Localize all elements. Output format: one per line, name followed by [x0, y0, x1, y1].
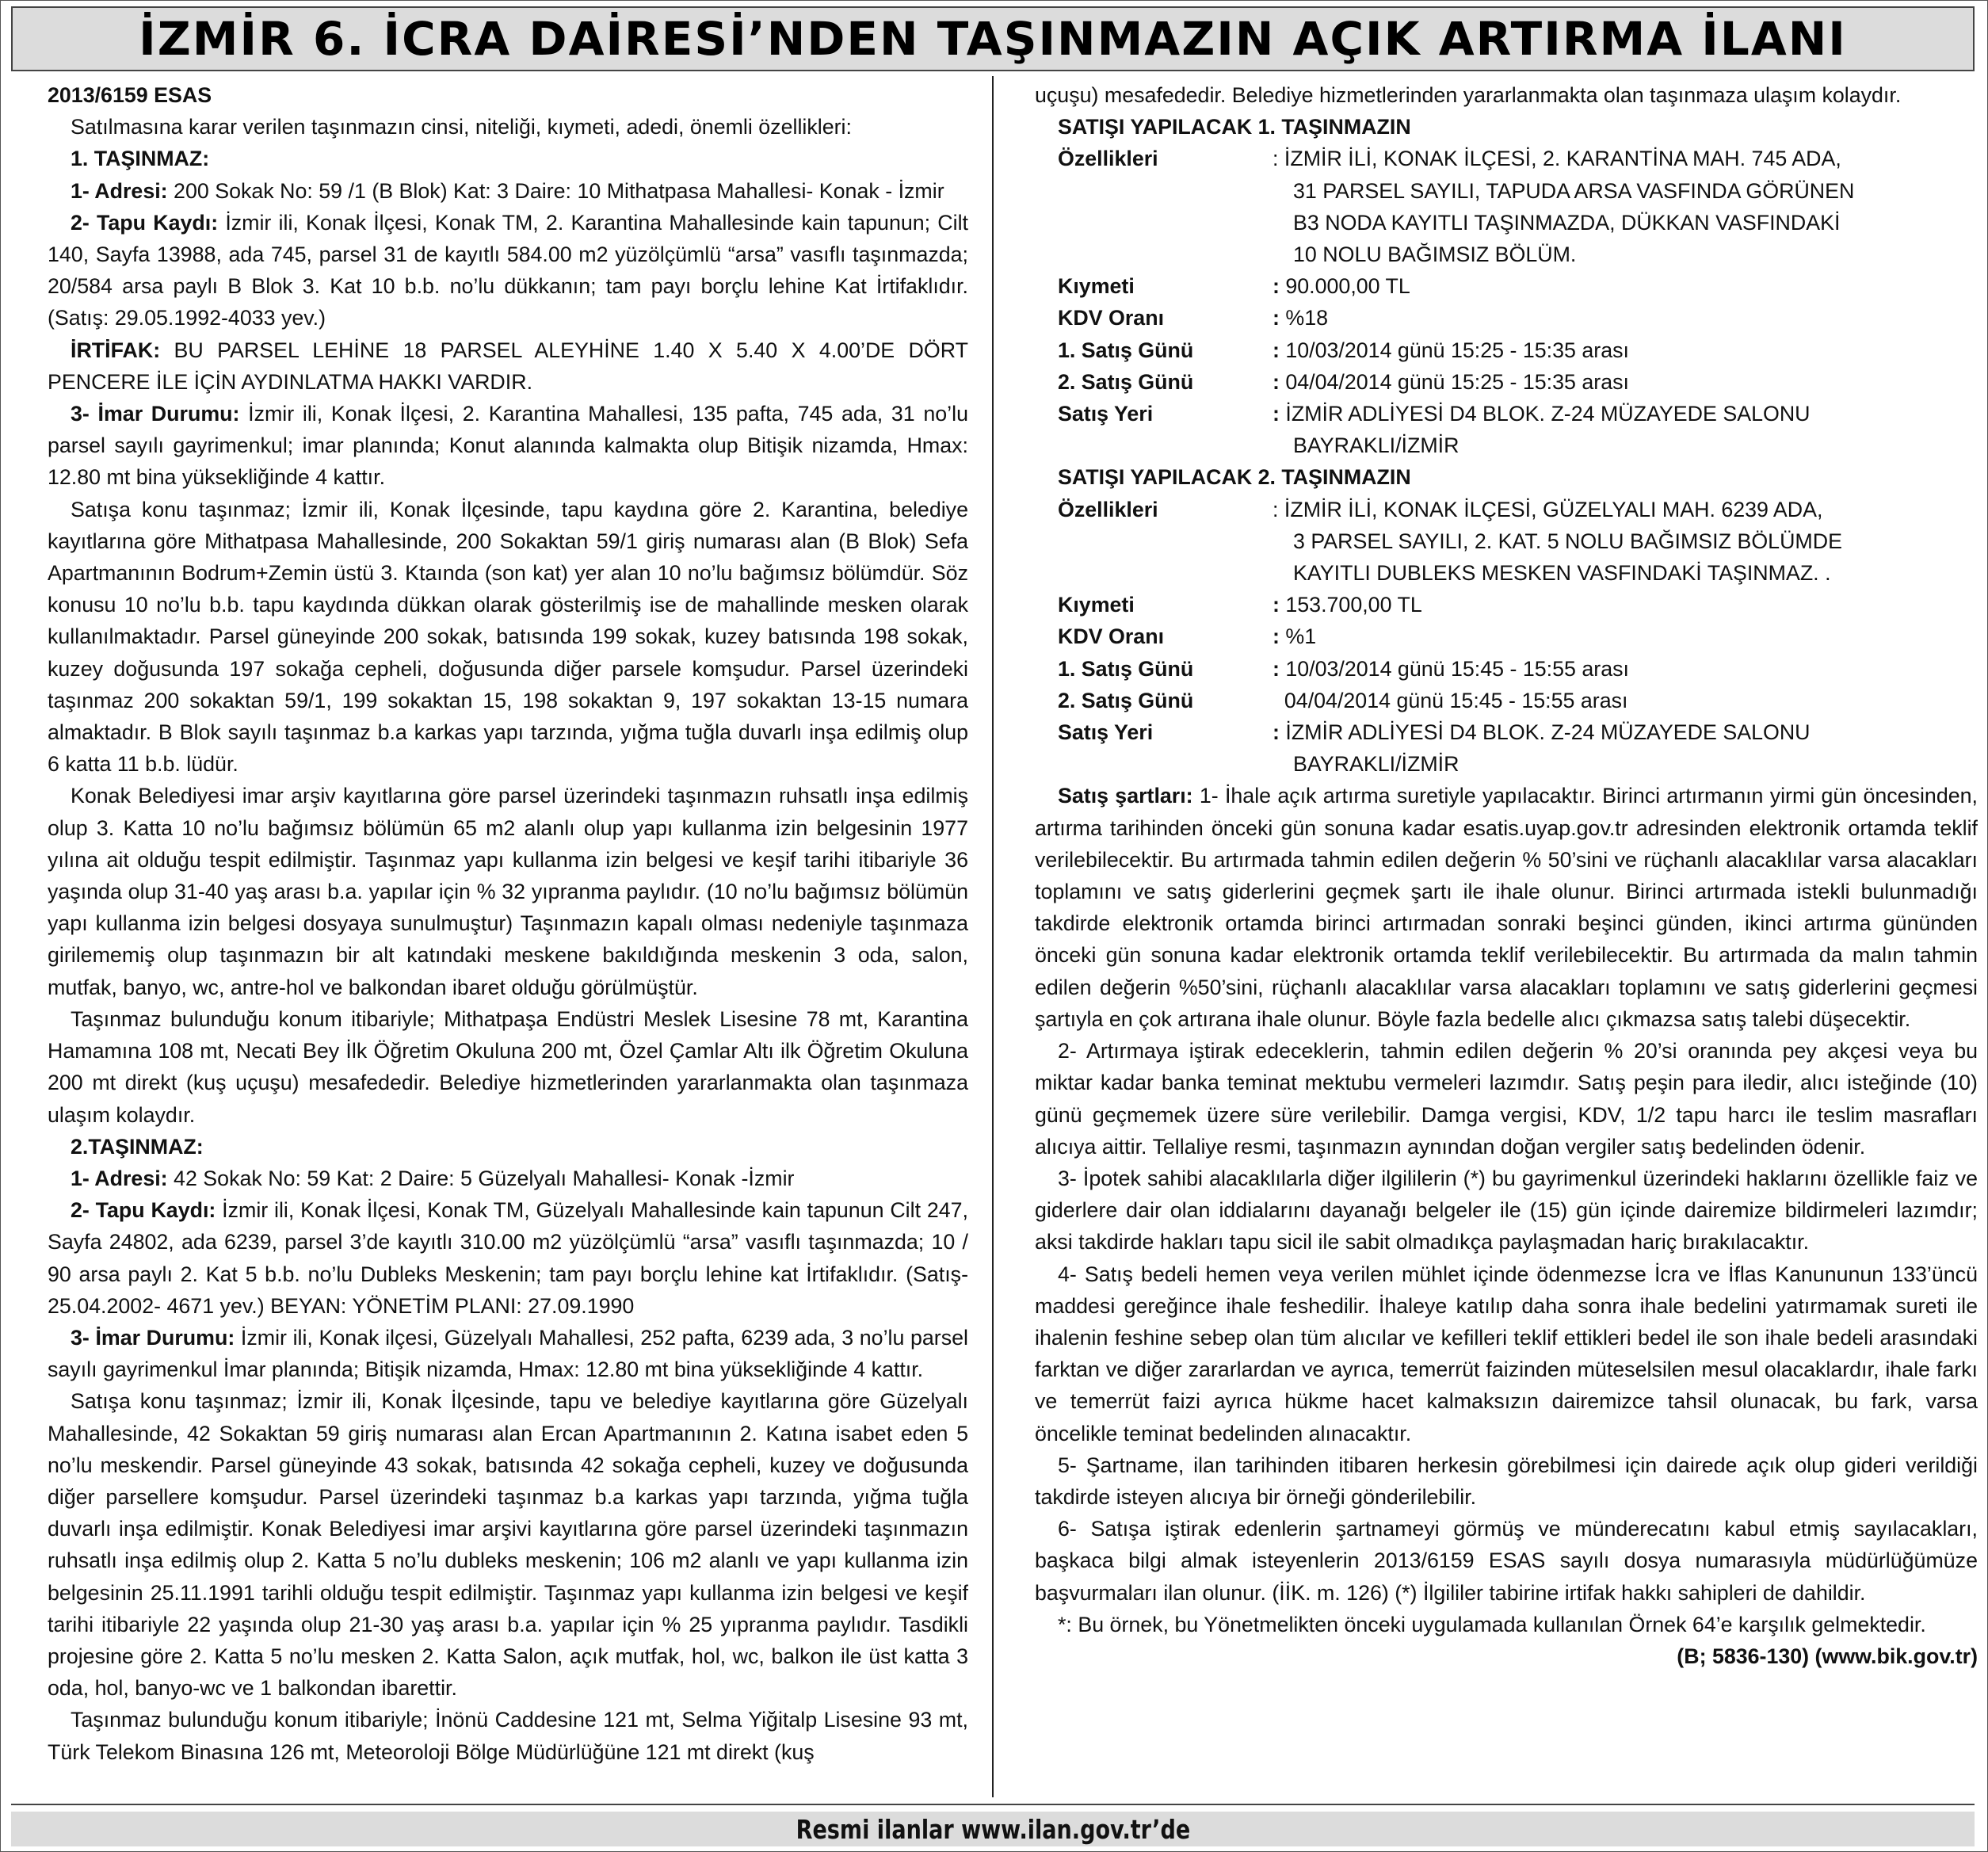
sale-terms-5: 5- Şartname, ilan tarihinden itibaren herkesin görebilmesi için dairede açık olup gideri verildiği takdirde isteyen alıcıya bir örneği gönderilebilir. [1035, 1453, 1978, 1509]
label: 1- Adresi: [71, 1166, 168, 1190]
label: KDV Oranı [1058, 306, 1165, 330]
value-row [1273, 685, 1978, 716]
label: Satış Yeri [1058, 720, 1154, 745]
title-bar [11, 6, 1975, 71]
property-1-description: Satışa konu taşınmaz; İzmir ili, Konak İlçesinde, tapu kaydına göre 2. Karantina, belediye kayıtlarına göre Mithatpasa Mahallesinde, 200 Sokaktan 59/1 giriş numarası alan (B Blok) Sefa Apartmanının Bodrum+Zemin üstü 3. Ktaında (son kat) yer alan 10 no’lu bağımsız bölümdür. Söz konusu 10 no’lu b.b. tapu kaydında dükkan olarak gösterilmiş ise de mahallinde mesken olarak kullanılmaktadır. Parsel güneyinde 200 sokak, batısında 199 sokak, kuzey batısında 198 sokak, kuzey doğusunda 197 sokağa cepheli, doğusunda diğer parsele komşudur. Parsel üzerindeki taşınmaz 200 sokaktan 59/1, 199 sokaktan 15, 198 sokaktan 9, 197 sokaktan 13-15 numara almaktadır. B Blok sayılı taşınmaz b.a karkas yapı tarzında, yığma tuğla duvarlı inşa edilmiş olup 6 katta 11 b.b. lüdür. [48, 497, 968, 777]
value-row: : 04/04/2014 günü 15:25 - 15:35 arası [1273, 369, 1629, 394]
value-row: : 153.700,00 TL [1273, 593, 1422, 617]
label: KDV Oranı [1058, 624, 1165, 649]
sale-terms-4: 4- Satış bedeli hemen veya verilen mühlet içinde ödenmezse İcra ve İflas Kanununun 133’üncü maddesi gereğince ihale feshedilir. İhaleye katılıp daha sonra ihale bedelini yatırmamak sureti ile ihalenin feshine sebep olan tüm alıcılar ve kefilleri teklif ettikleri bedel ile son ihale bedeli arasındaki farktan ve diğer zararlardan ve ayrıca, temerrüt faizinden müteselsilen mesul olacaklardır, ihale farkı ve temerrüt faizi ayrıca hükme hacet kalmaksızın dairemizce tahsil olunacak, bu fark, varsa öncelikle teminat bedelinden alınacaktır. [1035, 1262, 1978, 1445]
value-row: : 10/03/2014 günü 15:25 - 15:35 arası [1273, 338, 1629, 362]
property-1-address [48, 175, 968, 207]
property-2-header: 2.TAŞINMAZ: [71, 1134, 204, 1159]
continued-text: uçuşu) mesafededir. Belediye hizmetlerinden yararlanmakta olan taşınmaza ulaşım kolaydır. [1035, 83, 1902, 107]
value: 10 NOLU BAĞIMSIZ BÖLÜM. [1293, 242, 1577, 267]
value: : İZMİR İLİ, KONAK İLÇESİ, GÜZELYALI MAH. 6239 ADA, [1273, 497, 1823, 521]
value: 04/04/2014 günü 15:25 - 15:35 arası [1285, 369, 1629, 394]
reference-code: (B; 5836-130) (www.bik.gov.tr) [1677, 1644, 1978, 1668]
value: İZMİR ADLİYESİ D4 BLOK. Z-24 MÜZAYEDE SALONU [1285, 402, 1811, 426]
value-row: : 90.000,00 TL [1273, 274, 1410, 299]
label: 3- İmar Durumu: [71, 402, 240, 426]
property-2-zoning [48, 1322, 968, 1385]
property-1-easement [48, 334, 968, 398]
value: İzmir ili, Konak İlçesi, 2. Karantina Mahallesi, 135 pafta, 745 ada, 31 no’lu parsel sayılı gayrimenkul; imar planında; Konut alanında kalmakta olup Bitişik nizamda, Hmax: 12.80 mt bina yüksekliğinde 4 kattır. [48, 402, 968, 490]
right-column [1006, 79, 1981, 1797]
sale-terms-6: 6- Satışa iştirak edenlerin şartnameyi görmüş ve münderecatını kabul etmiş sayılacakları, başkaca bilgi almak isteyenlerin 2013/6159 ESAS sayılı dosya numarasıyla müdürlüğümüze başvurmaları ilan olunur. (İİK. m. 126) (*) İlgililer tabirine irtifak hakkı sahipleri de dahildir. [1035, 1517, 1978, 1605]
value: 3 PARSEL SAYILI, 2. KAT. 5 NOLU BAĞIMSIZ BÖLÜMDE [1293, 529, 1842, 553]
label: Kıymeti [1058, 593, 1135, 617]
label: 1. Satış Günü [1058, 656, 1194, 681]
label: 1- Adresi: [71, 178, 168, 203]
property-1-location: Taşınmaz bulunduğu konum itibariyle; Mithatpaşa Endüstri Meslek Lisesine 78 mt, Karantina Hamamına 108 mt, Necati Bey İlk Öğretim Okuluna 200 mt, Özel Çamlar Altı ilk Öğretim Okuluna 200 mt direkt (kuş uçuşu) mesafededir. Belediye hizmetlerinden yararlanmakta olan taşınmaza ulaşım kolaydır. [48, 1006, 968, 1127]
label: Satış şartları: [1058, 784, 1193, 808]
value-row: : İZMİR ADLİYESİ D4 BLOK. Z-24 MÜZAYEDE SALONU [1273, 402, 1811, 426]
property-1-deed [48, 207, 968, 334]
label: 2. Satış Günü [1058, 369, 1194, 394]
property-2-address [48, 1163, 968, 1194]
sale-2-header: SATIŞI YAPILACAK 2. TAŞINMAZIN [1058, 465, 1411, 490]
footer-bar [11, 1812, 1975, 1846]
value: 04/04/2014 günü 15:45 - 15:55 arası [1284, 688, 1628, 712]
value: 90.000,00 TL [1285, 274, 1410, 299]
value: 10/03/2014 günü 15:45 - 15:55 arası [1285, 656, 1629, 681]
value: %1 [1285, 624, 1317, 649]
label: 1. Satış Günü [1058, 338, 1194, 362]
value: BAYRAKLI/İZMİR [1293, 752, 1460, 777]
left-column [16, 79, 978, 1797]
value: BU PARSEL LEHİNE 18 PARSEL ALEYHİNE 1.40 X 5.40 X 4.00’DE DÖRT PENCERE İLE İÇİN AYDINLATMA HAKKI VARDIR. [48, 338, 968, 394]
value: 10/03/2014 günü 15:25 - 15:35 arası [1285, 338, 1629, 362]
value: İZMİR ADLİYESİ D4 BLOK. Z-24 MÜZAYEDE SALONU [1285, 720, 1811, 745]
sale-terms-2: 2- Artırmaya iştirak edeceklerin, tahmin edilen değerin % 20’si oranında pey akçesi veya bu miktar kadar banka teminat mektubu vermeleri lazımdır. Satış peşin para iledir, alıcı isteğinde (10) günü geçmemek üzere süre verilebilir. Damga vergisi, KDV, 1/2 tapu harcı ile teslim masrafları alıcıya aittir. Tellaliye resmi, taşınmazın aynından doğan vergiler satış bedelinden ödenir. [1035, 1039, 1978, 1159]
value-row: : 10/03/2014 günü 15:45 - 15:55 arası [1273, 656, 1629, 681]
footnote: *: Bu örnek, bu Yönetmelikten önceki uygulamada kullanılan Örnek 64’e karşılık gelmektedir. [1058, 1612, 1926, 1636]
property-1-header: 1. TAŞINMAZ: [71, 147, 210, 171]
value: 31 PARSEL SAYILI, TAPUDA ARSA VASFINDA GÖRÜNEN [1293, 178, 1855, 203]
value-row: : %18 [1273, 306, 1329, 330]
page-title: İZMİR 6. İCRA DAİRESİ’NDEN TAŞINMAZIN AÇIK ARTIRMA İLANI [139, 12, 1847, 66]
sale-terms-1 [1035, 780, 1978, 1035]
footer-text: Resmi ilanlar www.ilan.gov.tr’de [796, 1813, 1190, 1845]
label: 2- Tapu Kaydı: [71, 210, 219, 235]
intro-text: Satılmasına karar verilen taşınmazın cinsi, niteliği, kıymeti, adedi, önemli özellikleri: [71, 115, 852, 139]
label: Özellikleri [1058, 147, 1158, 171]
sale-1-header: SATIŞI YAPILACAK 1. TAŞINMAZIN [1058, 115, 1411, 139]
sale-2-details [1035, 494, 1978, 781]
value: 200 Sokak No: 59 /1 (B Blok) Kat: 3 Daire: 10 Mithatpasa Mahallesi- Konak - İzmir [167, 178, 944, 203]
column-divider [992, 76, 994, 1797]
property-2-description: Satışa konu taşınmaz; İzmir ili, Konak İlçesinde, tapu ve belediye kayıtlarına göre Güzelyalı Mahallesinde, 42 Sokaktan 59 giriş numarası alan Ercan Apartmanının 2. Katına isabet eden 5 no’lu meskendir. Parsel güneyinde 43 sokak, batısında 42 sokağa cepheli, kuzey ve doğusunda diğer parsellere komşudur. Parsel üzerindeki taşınmaz b.a karkas yapı tarzında, yığma tuğla duvarlı inşa edilmiştir. Konak Belediyesi imar arşivi kayıtlarına göre parsel üzerindeki taşınmazın ruhsatlı inşa edilmiş olup 2. Katta 5 no’lu dubleks meskenin; 106 m2 alanlı ve yapı kullanma izin belgesinin 25.11.1991 tarihli olduğu tespit edilmiştir. Taşınmaz yapı kullanma izin belgesi ve keşif tarihi itibariyle 22 yaşında olup 21-30 yaş arası b.a. yapılar için % 25 yıpranma paylıdır. Tasdikli projesine göre 2. Katta 5 no’lu mesken 2. Katta Salon, açık mutfak, hol, wc, balkon ile üst katta 3 oda, hol, banyo-wc ve 1 balkondan ibarettir. [48, 1389, 968, 1701]
label: Özellikleri [1058, 497, 1158, 521]
value-row: : %1 [1273, 624, 1317, 649]
value: : İZMİR İLİ, KONAK İLÇESİ, 2. KARANTİNA MAH. 745 ADA, [1273, 147, 1841, 171]
property-1-zoning [48, 398, 968, 494]
label: Kıymeti [1058, 274, 1135, 299]
value: 42 Sokak No: 59 Kat: 2 Daire: 5 Güzelyalı Mahallesi- Konak -İzmir [167, 1166, 795, 1190]
value: İzmir ili, Konak İlçesi, Konak TM, 2. Karantina Mahallesinde kain tapunun; Cilt 140, Sayfa 13988, ada 745, parsel 31 de kayıtlı 584.00 m2 yüzölçümlü “arsa” vasıflı taşınmazda; 20/584 arsa paylı B Blok 3. Kat 10 b.b. no’lu dükkanın; tam payı borçlu lehine Kat İrtifaklıdır. (Satış: 29.05.1992-4033 yev.) [48, 210, 968, 330]
value: B3 NODA KAYITLI TAŞINMAZDA, DÜKKAN VASFINDAKİ [1293, 210, 1841, 235]
sale-terms-3: 3- İpotek sahibi alacaklılarla diğer ilgililerin (*) bu gayrimenkul üzerindeki haklarını özellikle faiz ve giderlere dair olan iddialarını dayanağı belgeler ile (15) gün içinde dairemize bildirmeleri lazımdır; aksi takdirde hakları tapu sicil ile sabit olmadıkça paylaşmadan hariç bırakılacaktır. [1035, 1166, 1978, 1254]
footer-rule [11, 1804, 1975, 1805]
esas-number: 2013/6159 ESAS [48, 83, 212, 107]
label: İRTİFAK: [71, 338, 161, 362]
label: 2. Satış Günü [1058, 688, 1194, 712]
property-2-location: Taşınmaz bulunduğu konum itibariyle; İnönü Caddesine 121 mt, Selma Yiğitalp Lisesine 93 mt, Türk Telekom Binasına 126 mt, Meteoroloji Bölge Müdürlüğüne 121 mt direkt (kuş [48, 1708, 968, 1764]
value: KAYITLI DUBLEKS MESKEN VASFINDAKİ TAŞINMAZ. . [1293, 561, 1831, 586]
value: %18 [1285, 306, 1329, 330]
label: 2- Tapu Kaydı: [71, 1198, 216, 1223]
value: BAYRAKLI/İZMİR [1293, 433, 1460, 458]
property-2-deed [48, 1194, 968, 1322]
value: 153.700,00 TL [1285, 593, 1422, 617]
value: İzmir ili, Konak İlçesi, Konak TM, Güzelyalı Mahallesinde kain tapunun Cilt 247, Sayfa 24802, ada 6239, parsel 3’de kayıtlı 310.00 m2 yüzölçümlü “arsa” vasıflı taşınmazda; 10 / 90 arsa paylı 2. Kat 5 b.b. no’lu Dubleks Meskenin; tam payı borçlu lehine kat İrtifaklıdır. (Satış- 25.04.2002- 4671 yev.) BEYAN: YÖNETİM PLANI: 27.09.1990 [48, 1198, 968, 1318]
value: İzmir ili, Konak ilçesi, Güzelyalı Mahallesi, 252 pafta, 6239 ada, 3 no’lu parsel sayılı gayrimenkul İmar planında; Bitişik nizamda, Hmax: 12.80 mt bina yüksekliğinde 4 kattır. [48, 1325, 968, 1382]
label: 3- İmar Durumu: [71, 1325, 235, 1350]
value-row: : İZMİR ADLİYESİ D4 BLOK. Z-24 MÜZAYEDE SALONU [1273, 720, 1811, 745]
sale-1-details [1035, 143, 1978, 461]
value: 1- İhale açık artırma suretiyle yapılacaktır. Birinci artırmanın yirmi gün öncesinden, artırma tarihinden önceki gün sonuna kadar esatis.uyap.gov.tr adresinden elektronik ortamda teklif verilebilecektir. Bu artırmada tahmin edilen değerin % 50’sini ve rüçhanlı alacaklılar varsa alacakları toplamını ve satış giderlerini geçmek şartı ile ihale olunur. Birinci artırmada istekli bulunmadığı takdirde elektronik ortamda birinci artırmadan sonraki beşinci günden, ikinci artırma gününden önceki gün sonuna kadar elektronik ortamda teklif verilebilecektir. Bu artırmada da malın tahmin edilen değerin %50’sini, rüçhanlı alacaklılar varsa alacakları toplamını ve satış giderlerini geçmesi şartıyla en çok artırana ihale olunur. Böyle fazla bedelle alıcı çıkmazsa satış talebi düşecektir. [1035, 784, 1978, 1031]
property-1-permit: Konak Belediyesi imar arşiv kayıtlarına göre parsel üzerindeki taşınmazın ruhsatlı inşa edilmiş olup 3. Katta 10 no’lu bağımsız bölümün 65 m2 alanlı olup yapı kullanma izin belgesinin 1977 yılına ait olduğu tespit edilmiştir. Taşınmaz yapı kullanma izin belgesi ve keşif tarihi itibariyle 36 yaşında olup 31-40 yaş arası b.a. yapılar için % 32 yıpranma paylıdır. (10 no’lu bağımsız bölümün yapı kullanma izin belgesi dosyaya sunulmuştur) Taşınmazın kapalı olması nedeniyle taşınmaza girilememiş olup taşınmazın bir alt katındaki meskene bakıldığında meskenin 3 oda, salon, mutfak, banyo, wc, antre-hol ve balkondan ibaret olduğu görülmüştür. [48, 784, 968, 999]
label: Satış Yeri [1058, 402, 1154, 426]
